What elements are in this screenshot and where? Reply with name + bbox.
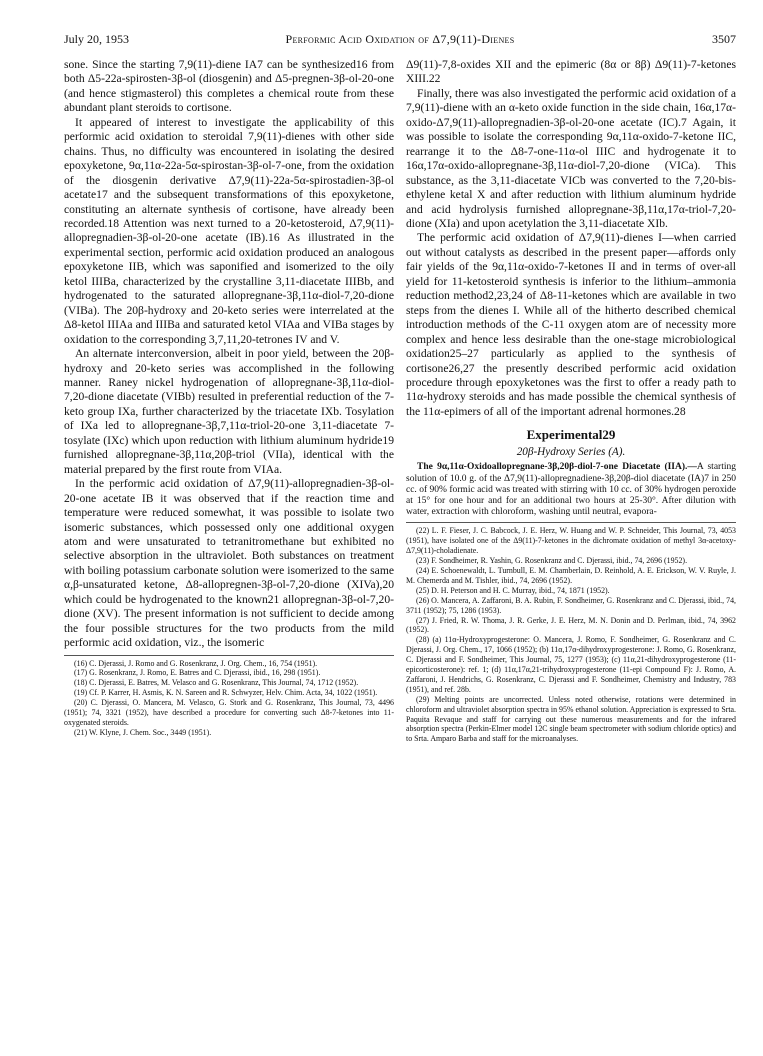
footnote: (22) L. F. Fieser, J. C. Babcock, J. E. Herz, W. Huang and W. P. Schneider, This Journal, 73, 4053 (1951), have isolated one of the Δ9(11)-7-ketones in the dichromate oxidation of methyl 3α-acetoxy-Δ7,9(11)-choladienate. <box>406 526 736 556</box>
issue-date: July 20, 1953 <box>64 32 130 46</box>
body-paragraph: An alternate interconversion, albeit in poor yield, between the 20β-hydroxy and 20-keto series was accomplished in the following manner. Raney nickel hydrogenation of allopregnane-3β,11α-diol-7,20-dione diacetate (VIBb) resulted in preferential reduction of the 7-keto group IXa, further characterized by the triacetate IXb. Tosylation of IXa led to allopregnane-3β,7,11α-triol-20-one 3,11-diacetate 7-tosylate (IXc) which upon reduction with lithium aluminum hydride19 furnished allopregnane-3β,11α,20β-triol (VIIa), identical with the material prepared by the first route from VIAa. <box>64 347 394 476</box>
experimental-text: A starting solution of 10.0 g. of the Δ7,9(11)-allopregnadiene-3β,20β-diol diacetate (IA)7 in 250 cc. of 90% formic acid was treated with stirring with 10 cc. of 30% hydrogen peroxide at 15° for one hour and for an additional two hours at 25-30°. After dilution with water, extraction with chloroform, washing until neutral, evapora- <box>406 462 736 518</box>
footnote: (29) Melting points are uncorrected. Unless noted otherwise, rotations were determined in chloroform and ultraviolet absorption spectra in 95% ethanol solution. Appreciation is expressed to Srta. Paquita Revaque and staff for carrying out these numerous measurements and for the infrared absorption spectra (Perkin-Elmer model 12C single beam spectrometer with sodium chloride optics) and to Srta. Amparo Barba and staff for the microanalyses. <box>406 694 737 744</box>
page-number: 3507 <box>712 32 736 46</box>
footnote: (27) J. Fried, R. W. Thoma, J. R. Gerke, J. E. Herz, M. N. Donin and D. Perlman, ibid., 74, 3962 (1952). <box>406 615 736 635</box>
footnote: (18) C. Djerassi, E. Batres, M. Velasco and G. Rosenkranz, This Journal, 74, 1712 (1952). <box>74 678 359 688</box>
body-paragraph: sone. Since the starting 7,9(11)-diene IA7 can be synthesized16 from both Δ5-22a-spirosten-3β-ol (diosgenin) and Δ5-pregnen-3β-ol-20-one (and hence stigmasterol) this completes a chemical route from these abundant plant steroids to cortisone. <box>64 58 394 115</box>
footnote: (26) O. Mancera, A. Zaffaroni, B. A. Rubin, F. Sondheimer, G. Rosenkranz and C. Djerassi, ibid., 74, 3711 (1952); 75, 1286 (1953). <box>406 595 736 615</box>
experimental-heading: Experimental29 <box>526 427 616 443</box>
footnote: (17) G. Rosenkranz, J. Romo, E. Batres and C. Djerassi, ibid., 16, 298 (1951). <box>74 668 321 678</box>
body-paragraph: Finally, there was also investigated the performic acid oxidation of a 7,9(11)-diene with an α-keto oxide function in the side chain, 16α,17α-oxido-Δ7,9(11)-allopregnadien-3β-ol-20-one acetate (IC).7 Again, it was possible to isolate the corresponding 9α,11α-oxido-7-ketone IIC, rearrange it to the Δ8-7-one-11α-ol IIIC and hydrogenate it to 16α,17α-oxido-allopregnane-3β,11α-diol-7,20-dione (VICa). This substance, as the 3,11-diacetate VICb was converted to the 7,20-bis-ethylene ketal X and after reduction with lithium aluminum hydride and acid hydrolysis furnished allopregnane-3β,11α,17α-triol-7,20-dione (XIa) and upon acetylation the 3,11-diacetate XIb. <box>406 86 736 230</box>
footnote: (16) C. Djerassi, J. Romo and G. Rosenkranz, J. Org. Chem., 16, 754 (1951). <box>74 658 318 668</box>
body-paragraph: The performic acid oxidation of Δ7,9(11)-dienes I—when carried out without catalysts as described in the present paper—affords only fair yields of the 9α,11α-oxido-7-ketones II and in terms of over-all yield for 11-ketosteroid synthesis is inferior to the lithium–ammonia reduction method2,23,24 of Δ8-11-ketones which are available in two steps from the dienes I. While all of the hitherto described chemical introduction methods of the C-11 oxygen atom are of necessity more complex and hence less desirable than the one-stage microbiological oxidation25–27 particularly as applied to the synthesis of cortisone26,27 the presently described performic acid oxidation procedure through epoxyketones was the first to offer a ready path to 11α-hydroxy steroids and has made possible the chemical synthesis of the 11α-epimers of all of the important adrenal hormones.28 <box>406 231 736 418</box>
footnote: (23) F. Sondheimer, R. Yashin, G. Rosenkranz and C. Djerassi, ibid., 74, 2696 (1952). <box>416 556 688 566</box>
running-title: Performic Acid Oxidation of Δ7,9(11)-Dienes <box>285 32 515 46</box>
left-column <box>64 58 394 738</box>
footnote: (25) D. H. Peterson and H. C. Murray, ibid., 74, 1871 (1952). <box>416 585 610 595</box>
footnote: (20) C. Djerassi, O. Mancera, M. Velasco, G. Stork and G. Rosenkranz, This Journal, 73, 4496 (1951); 74, 3321 (1952), have described a procedure for converting such Δ8-7-ketones into 11-oxygenated steroids. <box>64 698 394 728</box>
footnote: (28) (a) 11α-Hydroxyprogesterone: O. Mancera, J. Romo, F. Sondheimer, G. Rosenkranz and C. Djerassi, J. Org. Chem., 17, 1066 (1952); (b) 11α,17α-dihydroxyprogesterone: J. Romo, G. Rosenkranz, C. Djerassi and F. Sondheimer, This Journal, 75, 1277 (1953); (c) 11α,21-dihydroxyprogesterone (11-epicorticosterone): ref. 1; (d) 11α,17α,21-trihydroxyprogesterone (11-epi Compound F): J. Romo, A. Zaffaroni, J. Hendrichs, G. Rosenkranz, C. Djerassi and F. Sondheimer, Chemistry and Industry, 783 (1951), and ref. 28b. <box>406 635 736 694</box>
footnote-divider <box>406 522 736 523</box>
body-paragraph: Δ9(11)-7,8-oxides XII and the epimeric (8α or 8β) Δ9(11)-7-ketones XIII.22 <box>406 58 736 86</box>
running-header <box>64 32 736 48</box>
body-paragraph: It appeared of interest to investigate the applicability of this performic acid oxidation to steroidal 7,9(11)-dienes with other side chains. Thus, no difficulty was encountered in isolating the desired epoxyketone, 9α,11α-22a-5α-spirostan-3β-ol-7-one, from the oxidation of the diosgenin derivative Δ7,9(11)-22a-5α-spirostadien-3β-ol acetate17 and the subsequent transformations of this epoxyketone, constituting an alternate synthesis of cortisone, have already been recorded.18 Attention was next turned to a 20-ketosteroid, Δ7,9(11)-allopregnadien-3β-ol-20-one acetate (IB).16 As illustrated in the experimental section, performic acid oxidation produced an analogous epoxyketone IIB, which was saponified and isomerized to the oily ketol IIIBa, characterized by the crystalline 3,11-diacetate IIIBb, and hydrogenated to the saturated allopregnane-3β,11α-diol-7,20-dione (VIBa). The 20β-hydroxy and 20-keto series were interrelated at the Δ8-ketol IIIAa and IIIBa and saturated ketol VIAa and VIBa stages by oxidation to the corresponding 3,7,11,20-tetrones IV and V. <box>64 115 394 346</box>
footnote: (21) W. Klyne, J. Chem. Soc., 3449 (1951). <box>74 727 212 737</box>
body-paragraph: In the performic acid oxidation of Δ7,9(11)-allopregnadien-3β-ol-20-one acetate IB it was observed that if the reaction time and temperature were reduced somewhat, it was possible to isolate two isomeric substances, which possessed only one additional oxygen atom and were unsaturated to tetranitromethane but exhibited no selective absorption in the ultraviolet. Both substances on treatment with boiling potassium carbonate solution were isomerized to the same α,β-unsaturated ketone, Δ8-allopregnen-3β-ol-7,20-dione (XIVa),20 which could be hydrogenated to the known21 allopregnan-3β-ol-7,20-dione (XV). The present information is not sufficient to decide among the four possible structures for the two products from the mild performic acid oxidation, viz., the isomeric <box>64 477 394 650</box>
footnote-divider <box>64 655 394 656</box>
right-column <box>406 58 736 744</box>
series-subheading: 20β-Hydroxy Series (A). <box>516 446 626 459</box>
footnote: (24) E. Schoenewaldt, L. Turnbull, E. M. Chamberlain, D. Reinhold, A. E. Erickson, W. V. Ruyle, J. M. Chemerda and M. Tishler, ibid., 74, 2696 (1952). <box>406 565 736 585</box>
footnote: (19) Cf. P. Karrer, H. Asmis, K. N. Sareen and R. Schwyzer, Helv. Chim. Acta, 34, 1022 (1951). <box>74 688 378 698</box>
experimental-paragraph <box>406 462 736 518</box>
compound-title: The 9α,11α-Oxidoallopregnane-3β,20β-diol-7-one Diacetate (IIA).— <box>417 462 697 473</box>
